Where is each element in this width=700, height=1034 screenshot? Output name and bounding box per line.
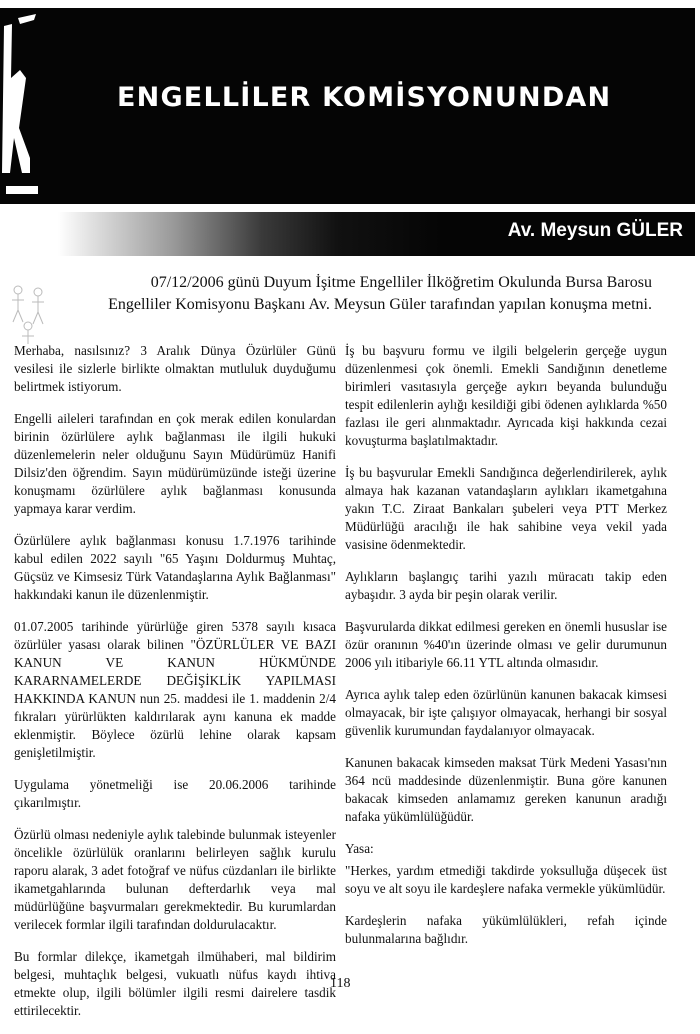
paragraph: İş bu başvuru formu ve ilgili belgelerin gerçeğe uygun düzenlenmesi çok önemli. Emekli Sandığının denetleme birimleri vasıtasıyla gerçeğe aykırı beyanda bulunduğu tespit edilenlerin aylığı kesildiği gibi ödenen aylıklarda %50 fazlası ile geri alınmaktadır. Ayrıcada kişi hakkında cezai kovuşturma başlatılmaktadır. — [345, 343, 667, 448]
right-column — [345, 342, 667, 962]
commission-logo-icon — [0, 8, 44, 204]
paragraph: Yasa: — [345, 841, 374, 856]
paragraph: Başvurularda dikkat edilmesi gereken en önemli hususlar ise özür oranının %40'ın üzerinde olması ve gelir durumunun 2006 yılı itibariyle 66.11 YTL altında olmasıdır. — [345, 619, 667, 670]
left-column — [14, 342, 336, 1034]
paragraph: Ayrıca aylık talep eden özürlünün kanunen bakacak kimsesi olmayacak, bir işte çalışıyor olmayacak, herhangi bir sosyal güvenlik kurumundan faydalanıyor olmayacak. — [345, 687, 667, 738]
paragraph: Aylıkların başlangıç tarihi yazılı müracatı takip eden aybaşıdır. 3 ayda bir peşin olarak verilir. — [345, 569, 667, 602]
subtitle-line-2: Engelliler Komisyonu Başkanı Av. Meysun Güler tarafından yapılan konuşma metni. — [108, 296, 652, 313]
paragraph: Merhaba, nasılsınız? 3 Aralık Dünya Özürlüler Günü vesilesi ile sizlerle birlikte olmaktan mutluluk duyduğumu belirtmek istiyorum. — [14, 343, 336, 394]
paragraph: Özürlülere aylık bağlanması konusu 1.7.1976 tarihinde kabul edilen 2022 sayılı "65 Yaşını Doldurmuş Muhtaç, Güçsüz ve Kimsesiz Türk Vatandaşlarına Aylık Bağlanması" hakkındaki kanun ile düzenlenmiştir. — [14, 533, 336, 602]
paragraph: Kanunen bakacak kimseden maksat Türk Medeni Yasası'nın 364 ncü maddesinde düzenlenmiştir. Buna göre kanunen bakacak kimseden anlamamız gereken kanunun aradığı nafaka yükümlülüğüdür. — [345, 755, 667, 824]
page-title: ENGELLİLER KOMİSYONUNDAN — [117, 82, 612, 113]
paragraph: Kardeşlerin nafaka yükümlülükleri, refah içinde bulunmalarına bağlıdır. — [345, 913, 667, 946]
paragraph: 01.07.2005 tarihinde yürürlüğe giren 5378 sayılı kısaca özürlüler yasası olarak bilinen "ÖZÜRLÜLER VE BAZI KANUN VE KANUN HÜKMÜNDE KARARNAMELERDE DEĞİŞİKLİK YAPILMASI HAKKINDA KANUN nun 25. maddesi ile 1. maddenin 2/4 fıkraları yürürlükten kaldırılarak aynı kanuna ek madde eklenmiştir. Böylece özürlü lehine olarak kapsam genişletilmiştir. — [14, 619, 336, 760]
paragraph: "Herkes, yardım etmediği takdirde yoksulluğa düşecek üst soyu ve alt soyu ile kardeşlere nafaka vermekle yükümlüdür. — [345, 863, 667, 896]
paragraph: Uygulama yönetmeliği ise 20.06.2006 tarihinde çıkarılmıştır. — [14, 777, 336, 810]
speech-subtitle — [66, 272, 652, 316]
paragraph: Bu formlar dilekçe, ikametgah ilmühaberi, mal bildirim belgesi, muhtaçlık belgesi, vukuatlı nüfus kaydı ihtiva etmekte olup, ilgili bölümler ilgili resmi dairelere tasdik ettirilecektir. — [14, 949, 336, 1018]
paragraph: Özürlü olması nedeniyle aylık talebinde bulunmak isteyenler öncelikle özürlülük oranlarını belirleyen sağlık kurulu raporu alarak, 3 adet fotoğraf ve nüfus cüzdanları ile birlikte ikametgahlarında bulunan defterdarlık veya mal müdürlüğüne başvurmaları gerekmektedir. Bu kurumlardan verilecek formlar ilgili tarafından doldurulacaktır. — [14, 827, 336, 932]
author-name: Av. Meysun GÜLER — [507, 220, 683, 241]
paragraph: İş bu başvurular Emekli Sandığınca değerlendirilerek, aylık almaya hak kazanan vatandaşların aylıkları ikametgahına yakın T.C. Ziraat Bankaları şubeleri veya PTT Merkez Müdürlüğü aracılığı ile hak sahibine veya vekil yada vasisine ödenmektedir. — [345, 465, 667, 552]
paragraph: Engelli aileleri tarafından en çok merak edilen konulardan birinin özürlülere aylık bağlanması ile ilgili hukuki düzenlemelerin neler olduğunu Sayın Müdürümüz Hanifi Dilsiz'den öğrendim. Sayın müdürümüzünde isteği üzerine konuşmamı özürlülere aylık bağlanması konusunda yapmaya karar verdim. — [14, 411, 336, 516]
author-bar — [58, 212, 695, 256]
page-number: 118 — [330, 976, 351, 991]
subtitle-line-1: 07/12/2006 günü Duyum İşitme Engelliler İlköğretim Okulunda Bursa Barosu — [150, 274, 652, 291]
